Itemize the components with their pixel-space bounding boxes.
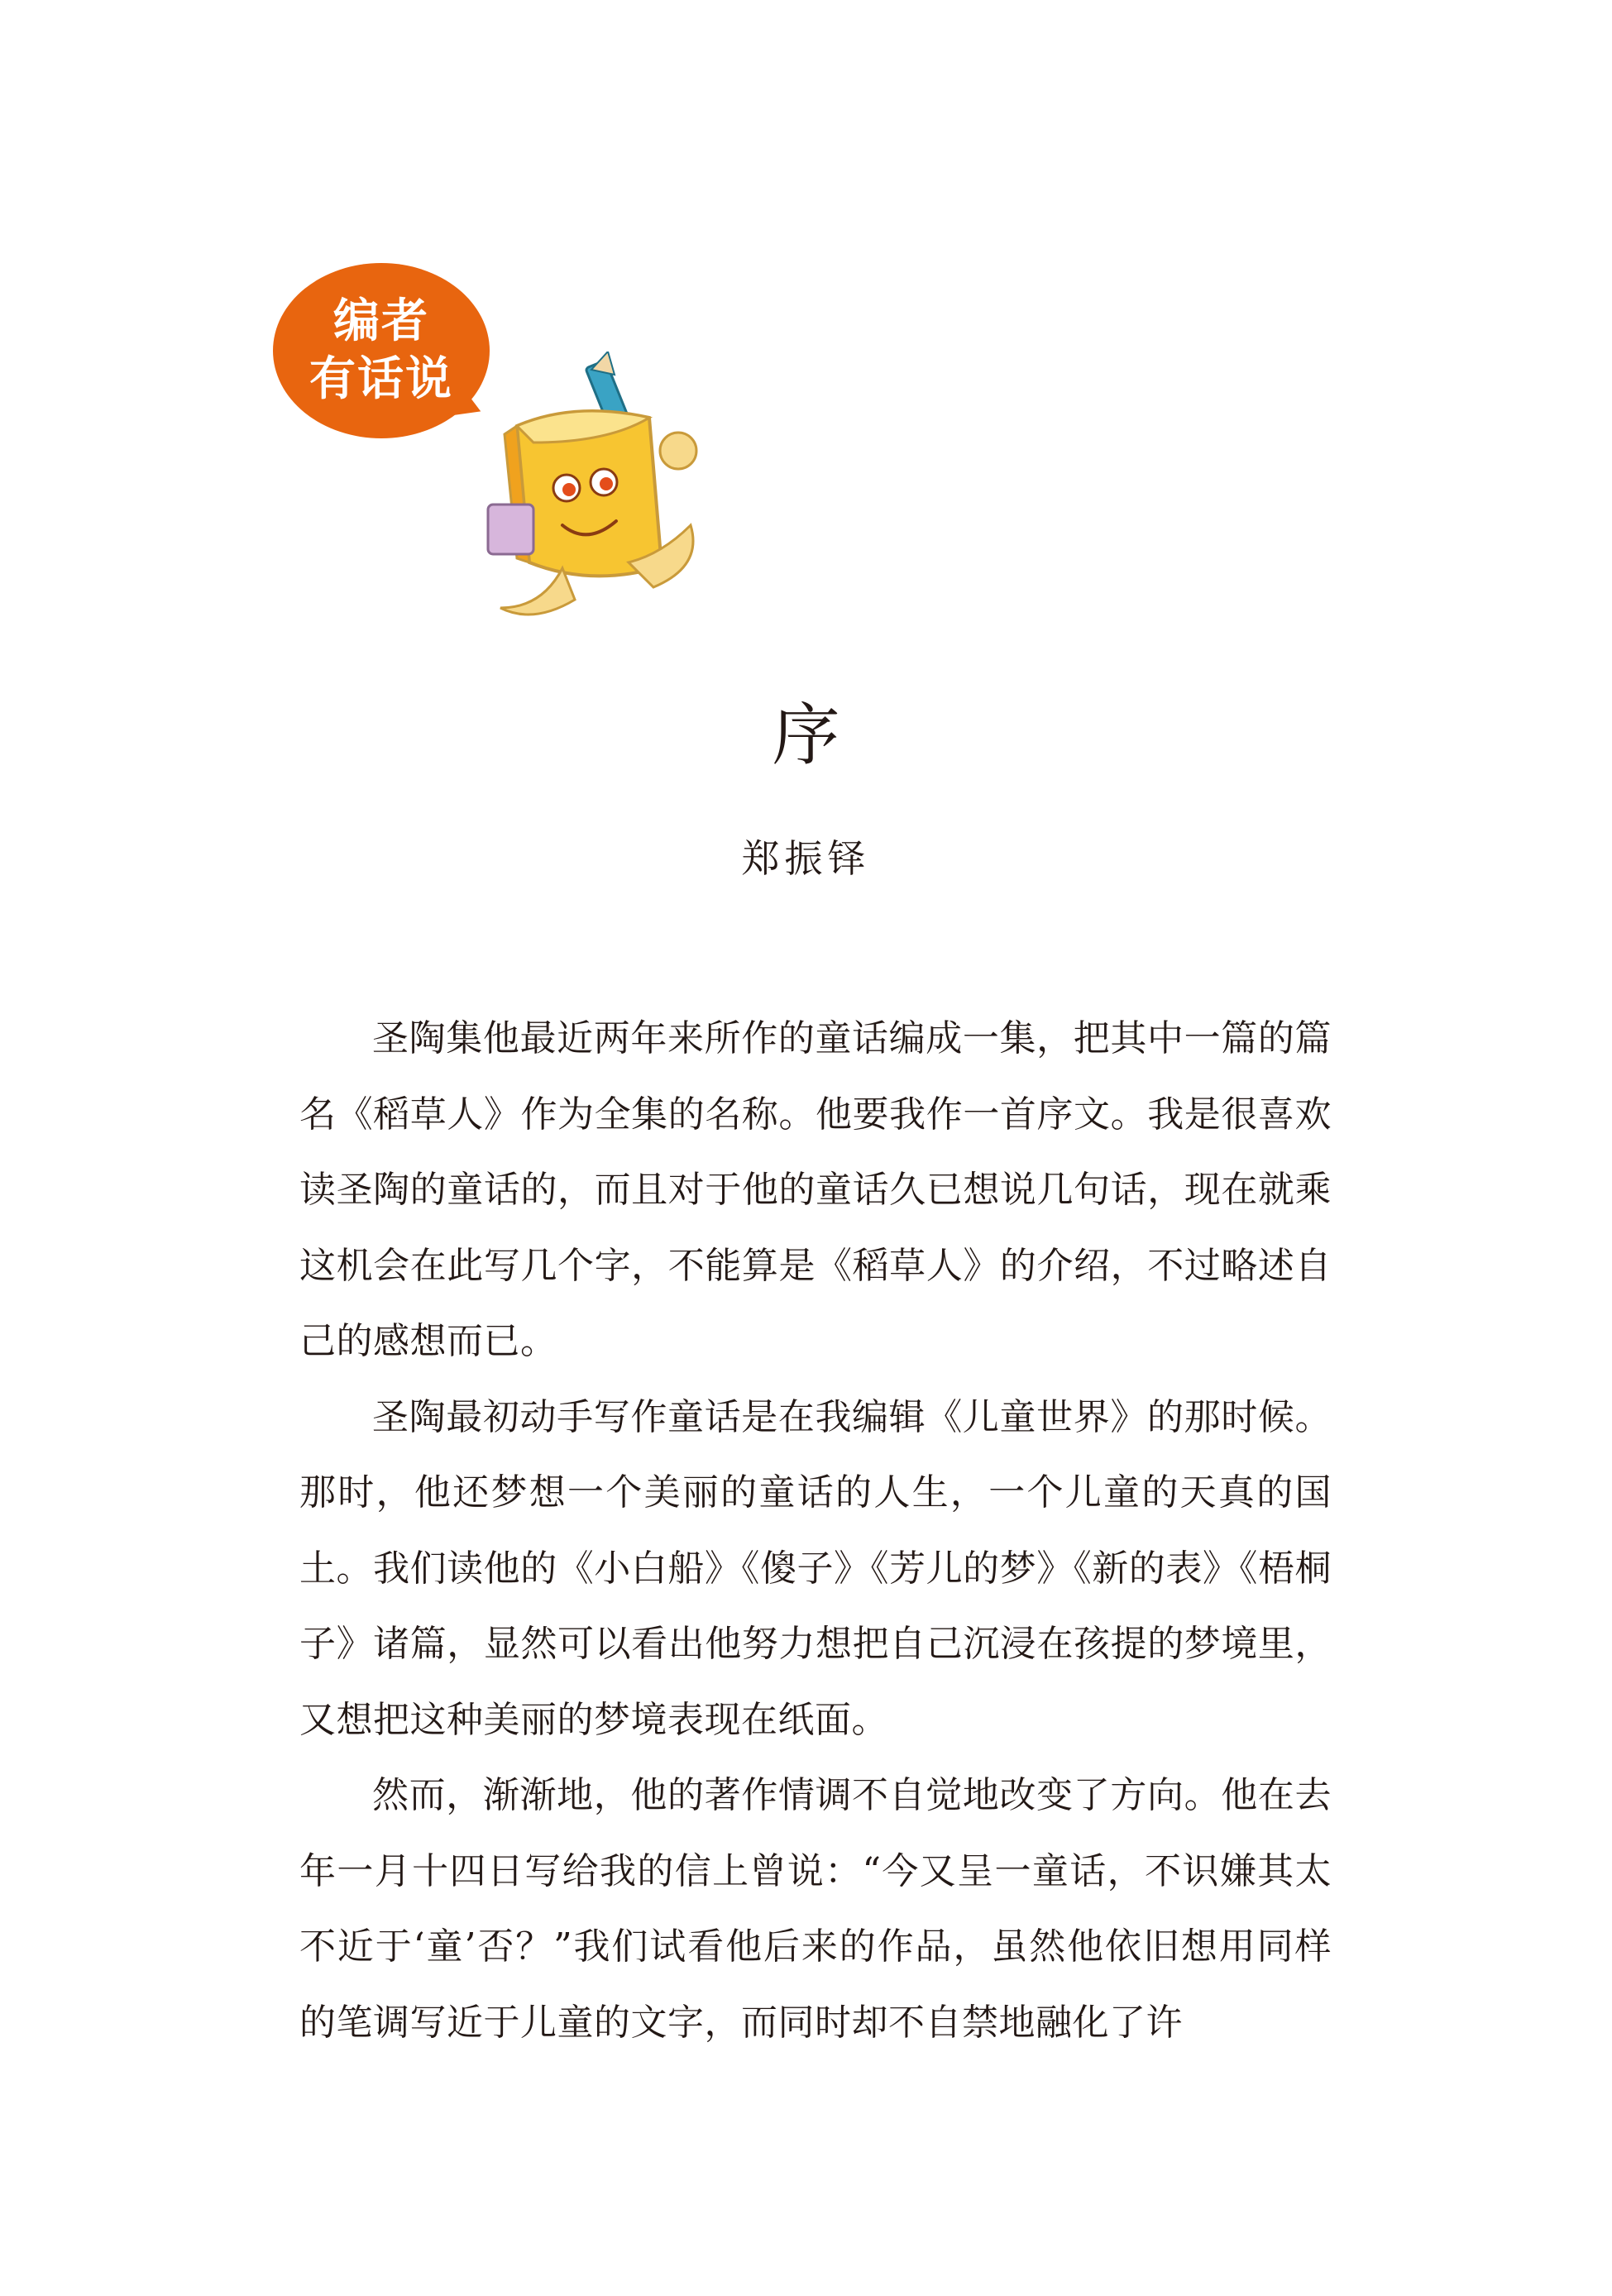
paragraph: 然而，渐渐地，他的著作情调不自觉地改变了方向。他在去年一月十四日写给我的信上曾说：“今又呈一童话，不识嫌其太不近于‘童’否？”我们试看他后来的作品，虽然他依旧想用同样的笔调写近于儿童的文字，而同时却不自禁地融化了许 bbox=[299, 1774, 1332, 2044]
preface-body bbox=[299, 1001, 1332, 2060]
book-mascot-icon bbox=[484, 352, 732, 649]
badge-line-1: 编者 bbox=[333, 294, 429, 348]
paragraph: 圣陶集他最近两年来所作的童话编成一集，把其中一篇的篇名《稻草人》作为全集的名称。他要我作一首序文。我是很喜欢读圣陶的童话的，而且对于他的童话久已想说几句话，现在就乘这机会在此写几个字，不能算是《稻草人》的介绍，不过略述自己的感想而已。 bbox=[299, 1017, 1332, 1362]
badge-line-2: 有话说 bbox=[309, 352, 453, 406]
author-name: 郑振铎 bbox=[741, 836, 871, 881]
paragraph: 圣陶最初动手写作童话是在我编辑《儿童世界》的那时候。那时，他还梦想一个美丽的童话的人生，一个儿童的天真的国土。我们读他的《小白船》《傻子》《芳儿的梦》《新的表》《梧桐子》诸篇，显然可以看出他努力想把自己沉浸在孩提的梦境里，又想把这种美丽的梦境表现在纸面。 bbox=[299, 1395, 1332, 1741]
page-title: 序 bbox=[772, 696, 840, 775]
